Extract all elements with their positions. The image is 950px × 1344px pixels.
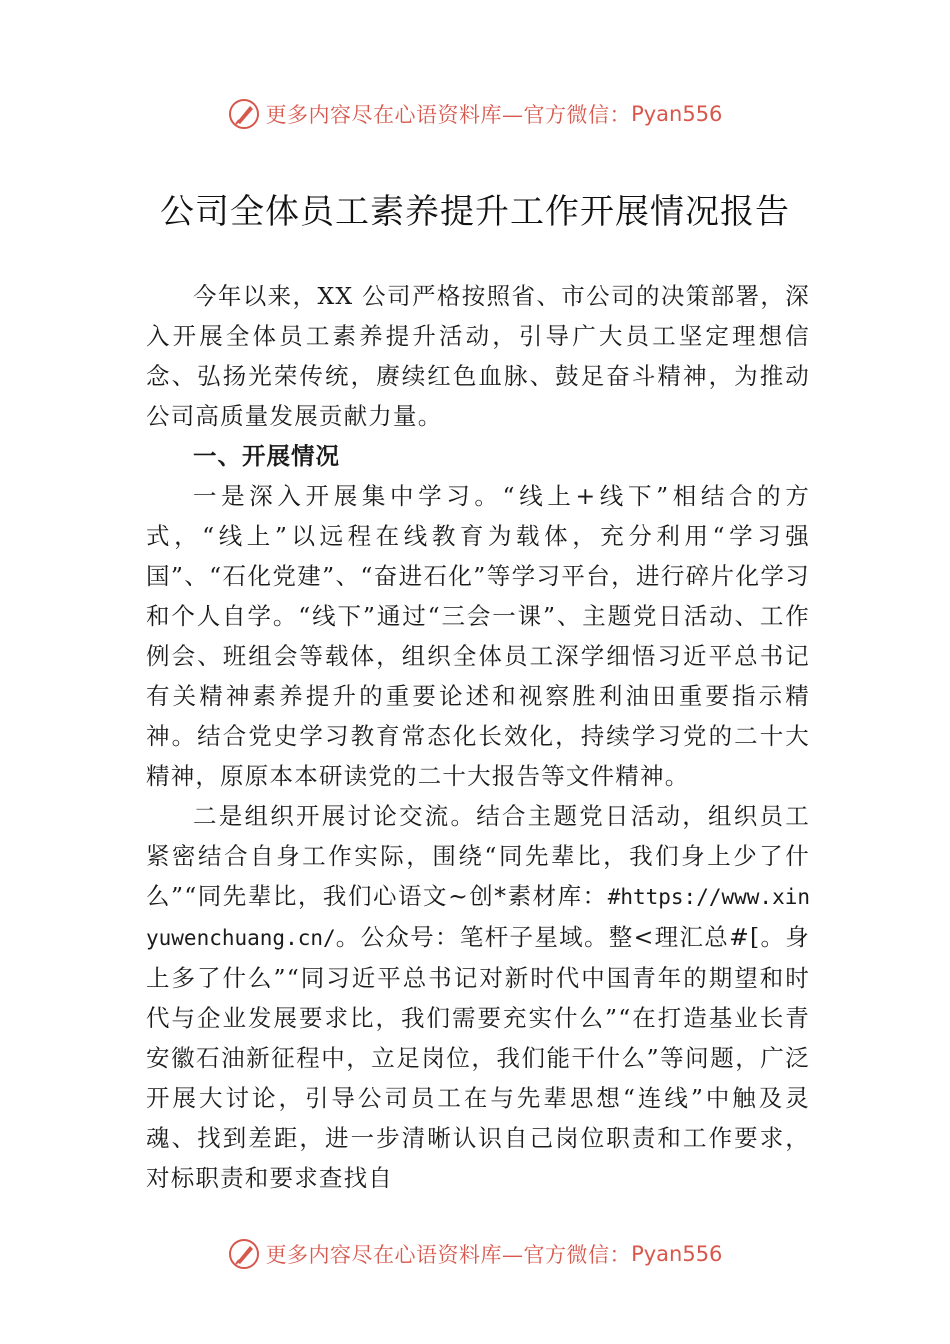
quill-pen-logo-icon: [228, 1238, 260, 1270]
header-watermark-banner: [0, 92, 950, 136]
paragraph-discussion-part1: 二是组织开展讨论交流。结合主题党日活动，组织员工紧密结合自身工作实际，围绕“同先辈比，我们身上少了什么”“同先辈比，我们心语文~创*素材库：: [146, 802, 810, 910]
banner-wechat-id: Pyan556: [631, 1242, 723, 1266]
banner-wechat-id: Pyan556: [631, 102, 723, 126]
section-heading: 一、开展情况: [193, 442, 340, 470]
paragraph-discussion: [146, 796, 810, 1198]
document-title: 公司全体员工素养提升工作开展情况报告: [160, 192, 790, 232]
banner-text: 更多内容尽在心语资料库—官方微信：: [265, 103, 632, 127]
intro-paragraph: 今年以来，XX 公司严格按照省、市公司的决策部署，深入开展全体员工素养提升活动，引导广大员工坚定理想信念、弘扬光荣传统，赓续红色血脉、鼓足奋斗精神，为推动公司高质量发展贡献力量。: [146, 282, 810, 430]
paragraph-study: 一是深入开展集中学习。“线上+线下”相结合的方式，“线上”以远程在线教育为载体，充分利用“学习强国”、“石化党建”、“奋进石化”等学习平台，进行碎片化学习和个人自学。“线下”通过“三会一课”、主题党日活动、工作例会、班组会等载体，组织全体员工深学细悟习近平总书记有关精神素养提升的重要论述和视察胜利油田重要指示精神。结合党史学习教育常态化长效化，持续学习党的二十大精神，原原本本研读党的二十大报告等文件精神。: [146, 482, 810, 790]
banner-text: 更多内容尽在心语资料库—官方微信：: [265, 1243, 632, 1267]
document-body: [146, 276, 810, 1198]
website-link: #https://www.xinyuwenchuang.cn/: [146, 885, 810, 950]
quill-pen-logo-icon: [228, 98, 260, 130]
footer-watermark-banner: [0, 1232, 950, 1276]
paragraph-discussion-part2: 。公众号：笔杆子星域。整<理汇总#[。身上多了什么”“同习近平总书记对新时代中国青年的期望和时代与企业发展要求比，我们需要充实什么”“在打造基业长青安徽石油新征程中，立足岗位，我们能干什么”等问题，广泛开展大讨论，引导公司员工在与先辈思想“连线”中触及灵魂、找到差距，进一步清晰认识自己岗位职责和工作要求，对标职责和要求查找自: [146, 923, 810, 1192]
